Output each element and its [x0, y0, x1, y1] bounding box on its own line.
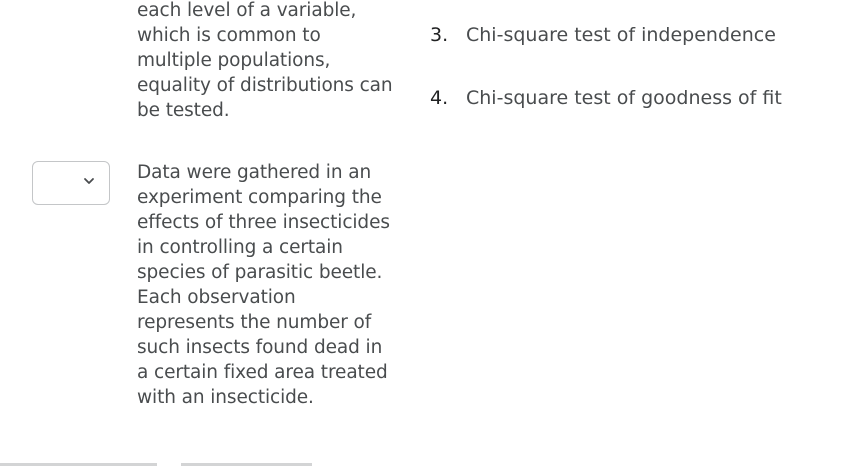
option-item	[430, 86, 782, 111]
answer-dropdown[interactable]	[32, 161, 110, 205]
chevron-down-icon	[82, 174, 96, 188]
scenario-description: each level of a variable, which is common to multiple populations, equality of distributions can be tested.	[137, 0, 393, 121]
option-label: Chi-square test of independence	[466, 24, 776, 46]
option-number: 4.	[430, 87, 449, 109]
scenario-description: Data were gathered in an experiment comparing the effects of three insecticides in controlling a certain species of parasitic beetle. Each observation represents the number of such insects found dead in a certain fixed area treated with an insecticide.	[137, 162, 390, 408]
option-number: 3.	[430, 24, 449, 46]
option-label: Chi-square test of goodness of fit	[466, 87, 782, 109]
option-item	[430, 23, 776, 48]
